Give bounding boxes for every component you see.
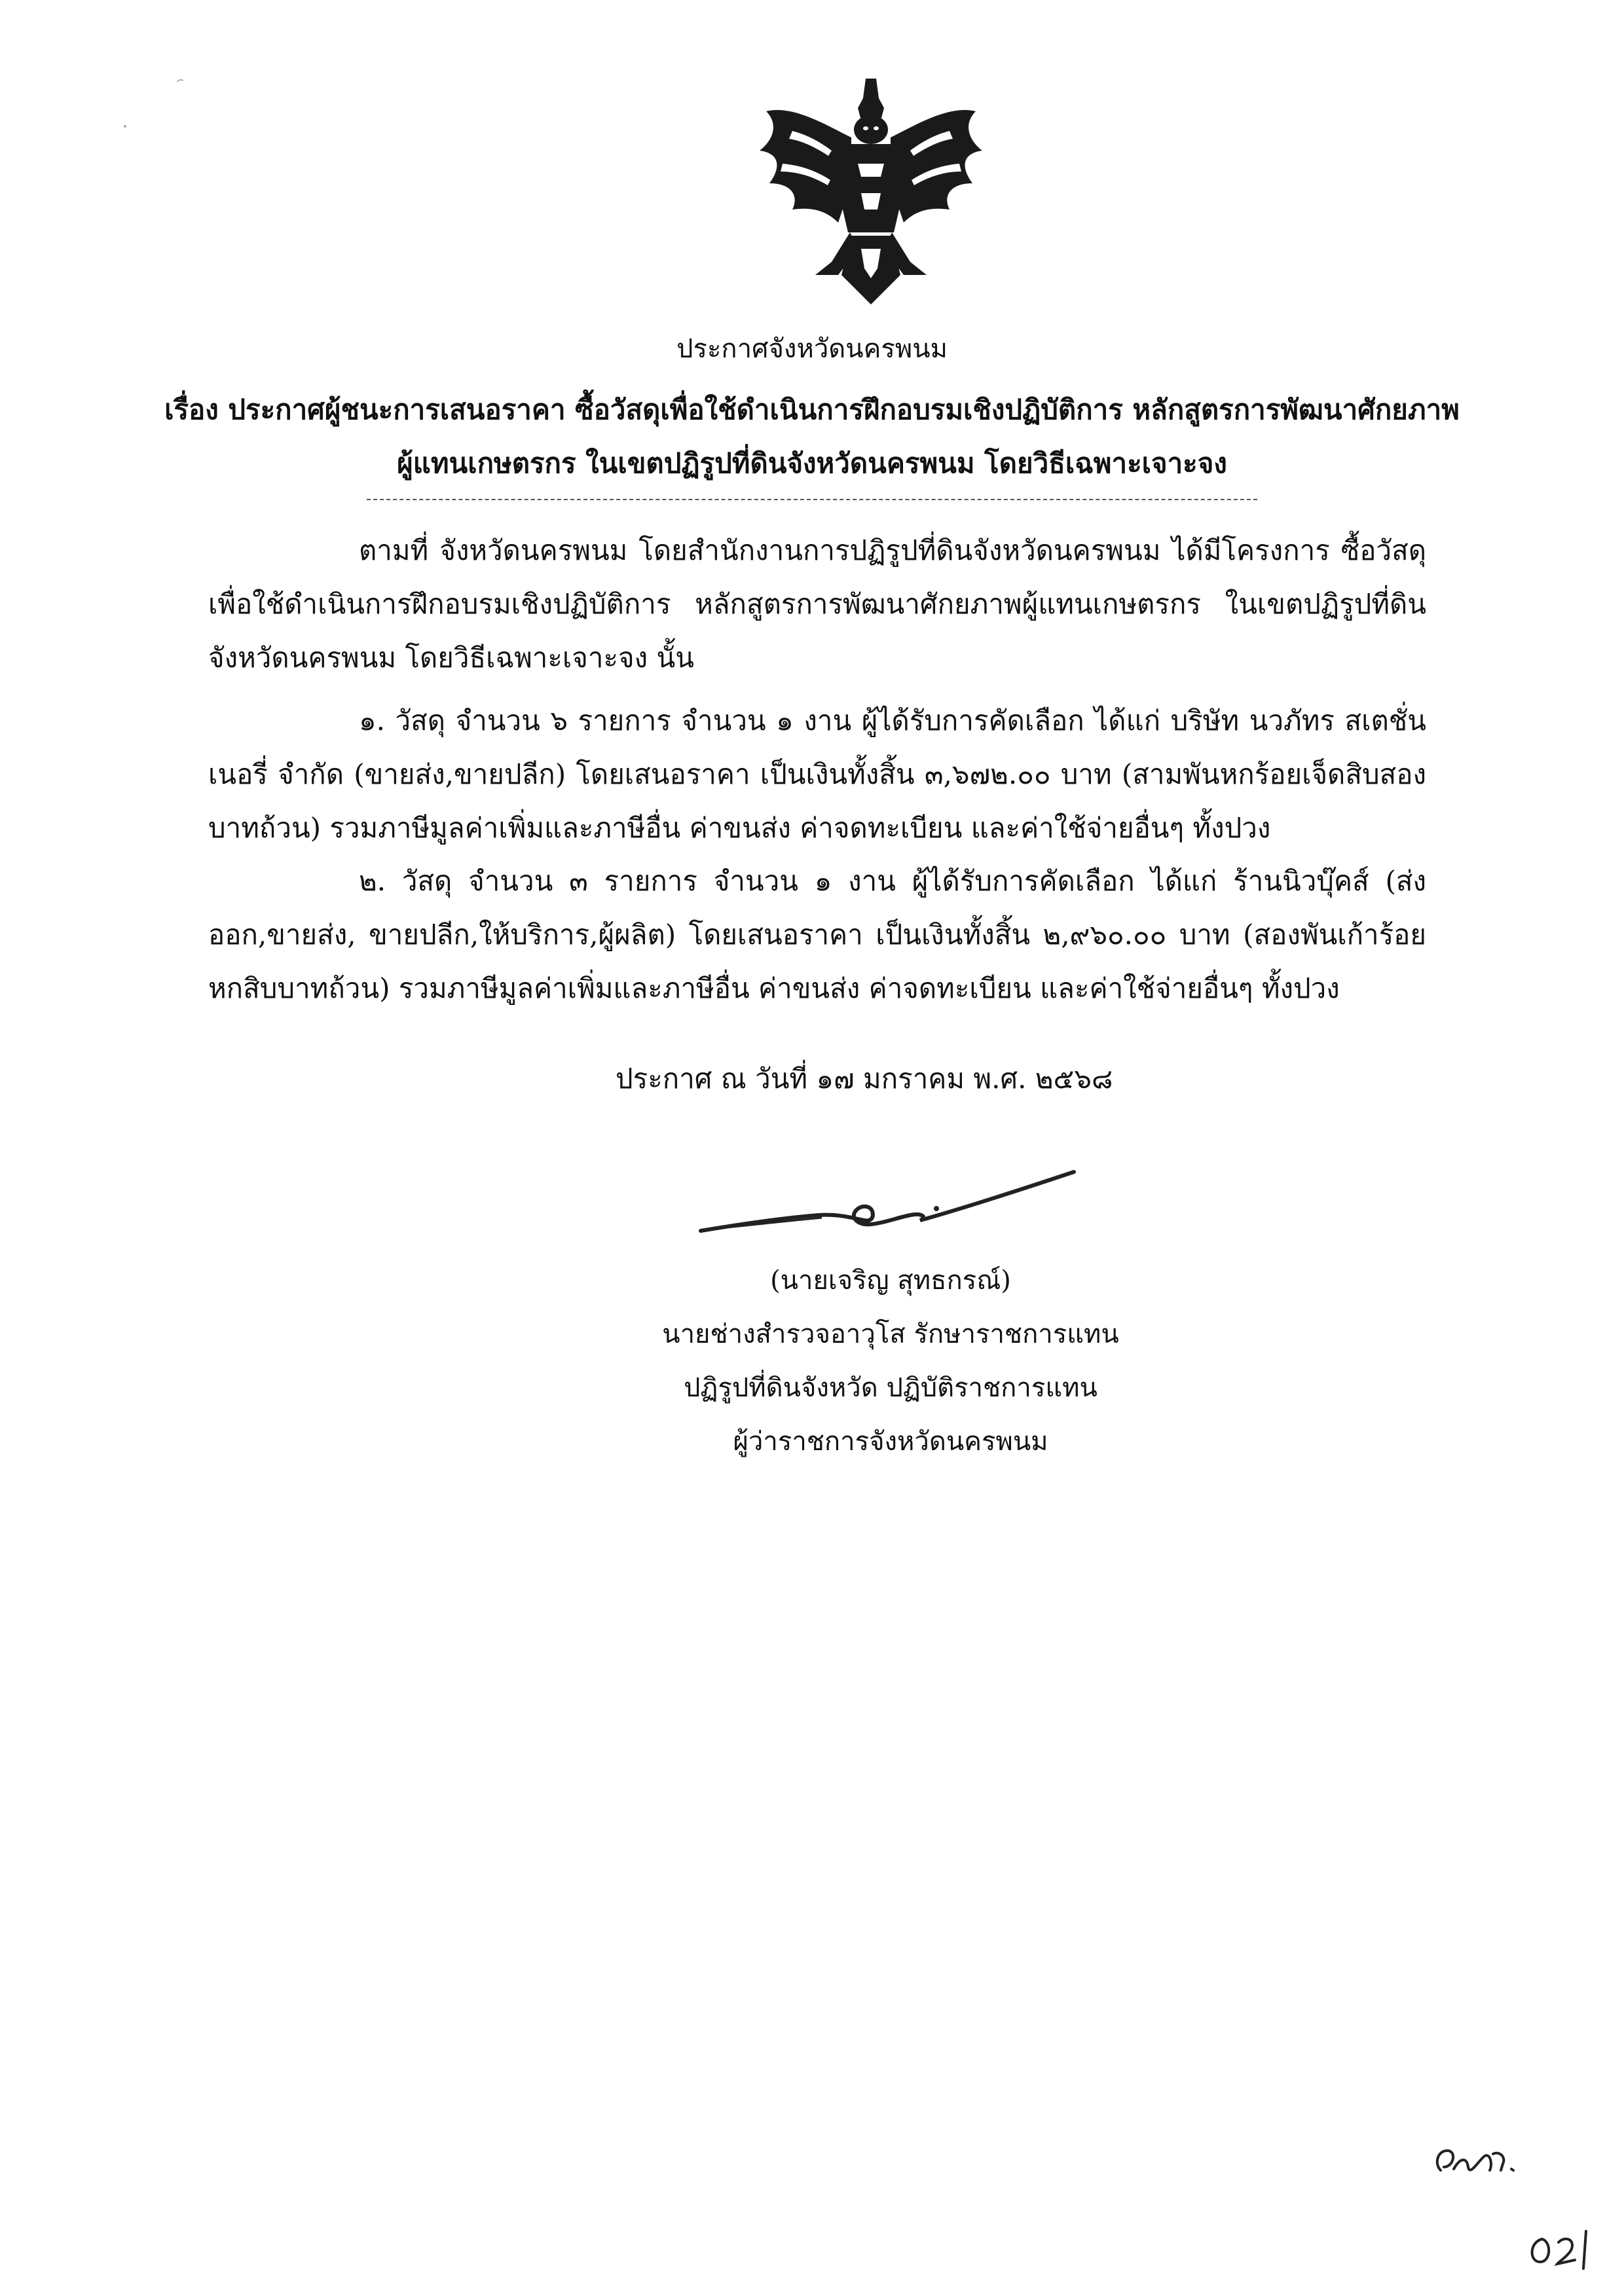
subject-line-2: ผู้แทนเกษตรกร ในเขตปฏิรูปที่ดินจังหวัดนครพนม โดยวิธีเฉพาะเจาะจง: [397, 447, 1227, 479]
handwritten-signature: [688, 1152, 1080, 1257]
announcement-date: ประกาศ ณ วันที่ ๑๗ มกราคม พ.ศ. ๒๕๖๘: [616, 1063, 1113, 1095]
signature-block: [563, 1254, 1218, 1468]
item-2-paragraph: ๒. วัสดุ จำนวน ๓ รายการ จำนวน ๑ งาน ผู้ได้รับการคัดเลือก ได้แก่ ร้านนิวบุ๊คส์ (ส่งออก,ขายส่ง, ขายปลีก,ให้บริการ,ผู้ผลิต) โดยเสนอราคา เป็นเงินทั้งสิ้น ๒,๙๖๐.๐๐ บาท (สองพันเก้าร้อยหกสิบบาทถ้วน) รวมภาษีมูลค่าเพิ่มและภาษีอื่น ค่าขนส่ง ค่าจดทะเบียน และค่าใช้จ่ายอื่นๆ ทั้งปวง: [208, 865, 1426, 1004]
garuda-emblem-icon: [753, 79, 989, 304]
document-subject: [0, 383, 1624, 490]
signer-position-3: ผู้ว่าราชการจังหวัดนครพนม: [733, 1427, 1048, 1457]
signer-position-1: นายช่างสำรวจอาวุโส รักษาราชการแทน: [662, 1319, 1119, 1349]
scan-speck: [123, 124, 127, 128]
signer-name: (นายเจริญ สุทธกรณ์): [770, 1266, 1011, 1296]
handwritten-page-number: [1526, 2213, 1604, 2272]
scan-speck: [177, 79, 183, 82]
handwritten-initials: [1428, 2138, 1526, 2183]
signer-position-2: ปฏิรูปที่ดินจังหวัด ปฏิบัติราชการแทน: [684, 1373, 1098, 1403]
item-1-paragraph: ๑. วัสดุ จำนวน ๖ รายการ จำนวน ๑ งาน ผู้ได้รับการคัดเลือก ได้แก่ บริษัท นวภัทร สเตชั่นเนอรี่ จำกัด (ขายส่ง,ขายปลีก) โดยเสนอราคา เป็นเงินทั้งสิ้น ๓,๖๗๒.๐๐ บาท (สามพันหกร้อยเจ็ดสิบสองบาทถ้วน) รวมภาษีมูลค่าเพิ่มและภาษีอื่น ค่าขนส่ง ค่าจดทะเบียน และค่าใช้จ่ายอื่นๆ ทั้งปวง: [208, 704, 1426, 844]
intro-paragraph: ตามที่ จังหวัดนครพนม โดยสำนักงานการปฏิรูปที่ดินจังหวัดนครพนม ได้มีโครงการ ซื้อวัสดุเพื่อใช้ดำเนินการฝึกอบรมเชิงปฏิบัติการ หลักสูตรการพัฒนาศักยภาพผู้แทนเกษตรกร ในเขตปฏิรูปที่ดินจังหวัดนครพนม โดยวิธีเฉพาะเจาะจง นั้น: [208, 534, 1426, 674]
subject-line-1: เรื่อง ประกาศผู้ชนะการเสนอราคา ซื้อวัสดุเพื่อใช้ดำเนินการฝึกอบรมเชิงปฏิบัติการ หลักสูตรการพัฒนาศักยภาพ: [164, 393, 1460, 426]
document-title: ประกาศจังหวัดนครพนม: [676, 334, 948, 364]
separator-line: [367, 499, 1257, 500]
